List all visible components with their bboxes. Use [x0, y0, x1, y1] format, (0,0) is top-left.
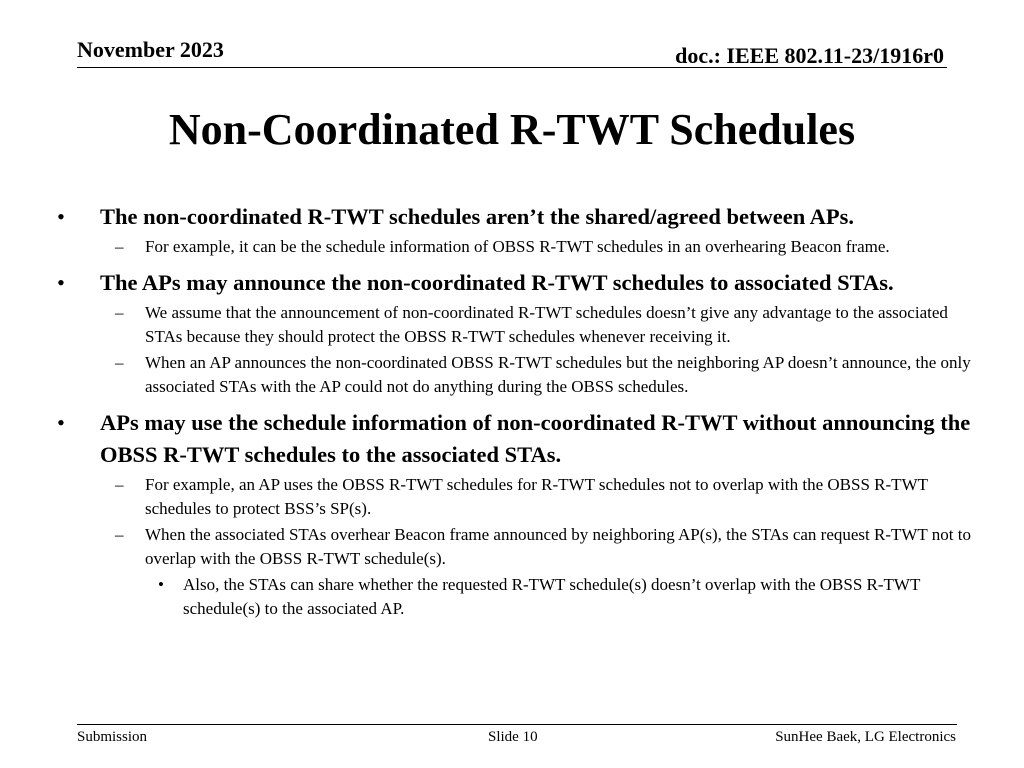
dash-glyph: – [115, 353, 124, 372]
bullet-glyph: • [57, 410, 65, 435]
bullet-2-sub-1 [57, 301, 977, 349]
header-date: November 2023 [77, 37, 224, 62]
footer-submission: Submission [77, 729, 148, 745]
bullet-glyph: • [57, 204, 65, 229]
bullet-3-sub-2-sub-1 [57, 573, 977, 621]
header-divider [77, 67, 947, 68]
bullet-3-sub-2-sub-1-text: Also, the STAs can share whether the requested R-TWT schedule(s) doesn’t overlap with the OBSS R-TWT schedule(s) to the associated AP. [183, 575, 921, 618]
bullet-1-text: The non-coordinated R-TWT schedules aren’t the shared/agreed between APs. [100, 204, 854, 229]
bullet-2 [57, 267, 977, 299]
bullet-2-sub-2 [57, 351, 977, 399]
document-id: doc.: IEEE 802.11-23/1916r0 [675, 43, 944, 68]
bullet-1-sub-1 [57, 235, 977, 259]
dash-glyph: – [115, 237, 124, 256]
bullet-1 [57, 201, 977, 233]
dash-glyph: – [115, 303, 124, 322]
bullet-3-sub-2-text: When the associated STAs overhear Beacon frame announced by neighboring AP(s), the STAs can request R-TWT not to overlap with the OBSS R-TWT schedule(s). [145, 525, 971, 568]
dash-glyph: – [115, 525, 124, 544]
bullet-glyph: • [57, 270, 65, 295]
bullet-3-text: APs may use the schedule information of non-coordinated R-TWT without announcing the OBSS R-TWT schedules to the associated STAs. [100, 410, 971, 467]
bullet-3-sub-1-text: For example, an AP uses the OBSS R-TWT schedules for R-TWT schedules not to overlap with the OBSS R-TWT schedules to protect BSS’s SP(s). [145, 475, 928, 518]
bullet-3-sub-1 [57, 473, 977, 521]
bullet-glyph: • [158, 575, 164, 594]
bullet-1-sub-1-text: For example, it can be the schedule information of OBSS R-TWT schedules in an overhearing Beacon frame. [145, 237, 890, 256]
dash-glyph: – [115, 475, 124, 494]
bullet-3 [57, 407, 977, 471]
footer-divider [77, 724, 957, 725]
bullet-2-sub-1-text: We assume that the announcement of non-coordinated R-TWT schedules doesn’t give any advantage to the associated STAs because they should protect the OBSS R-TWT schedules whenever receiving it. [145, 303, 948, 346]
slide-number: Slide 10 [488, 729, 538, 745]
bullet-2-sub-2-text: When an AP announces the non-coordinated OBSS R-TWT schedules but the neighboring AP doesn’t announce, the only associated STAs with the AP could not do anything during the OBSS schedules. [145, 353, 971, 396]
bullet-2-text: The APs may announce the non-coordinated R-TWT schedules to associated STAs. [100, 270, 894, 295]
bullet-3-sub-2 [57, 523, 977, 571]
slide-title: Non-Coordinated R-TWT Schedules [168, 105, 856, 154]
footer-author: SunHee Baek, LG Electronics [775, 729, 956, 745]
slide-body [57, 201, 977, 621]
